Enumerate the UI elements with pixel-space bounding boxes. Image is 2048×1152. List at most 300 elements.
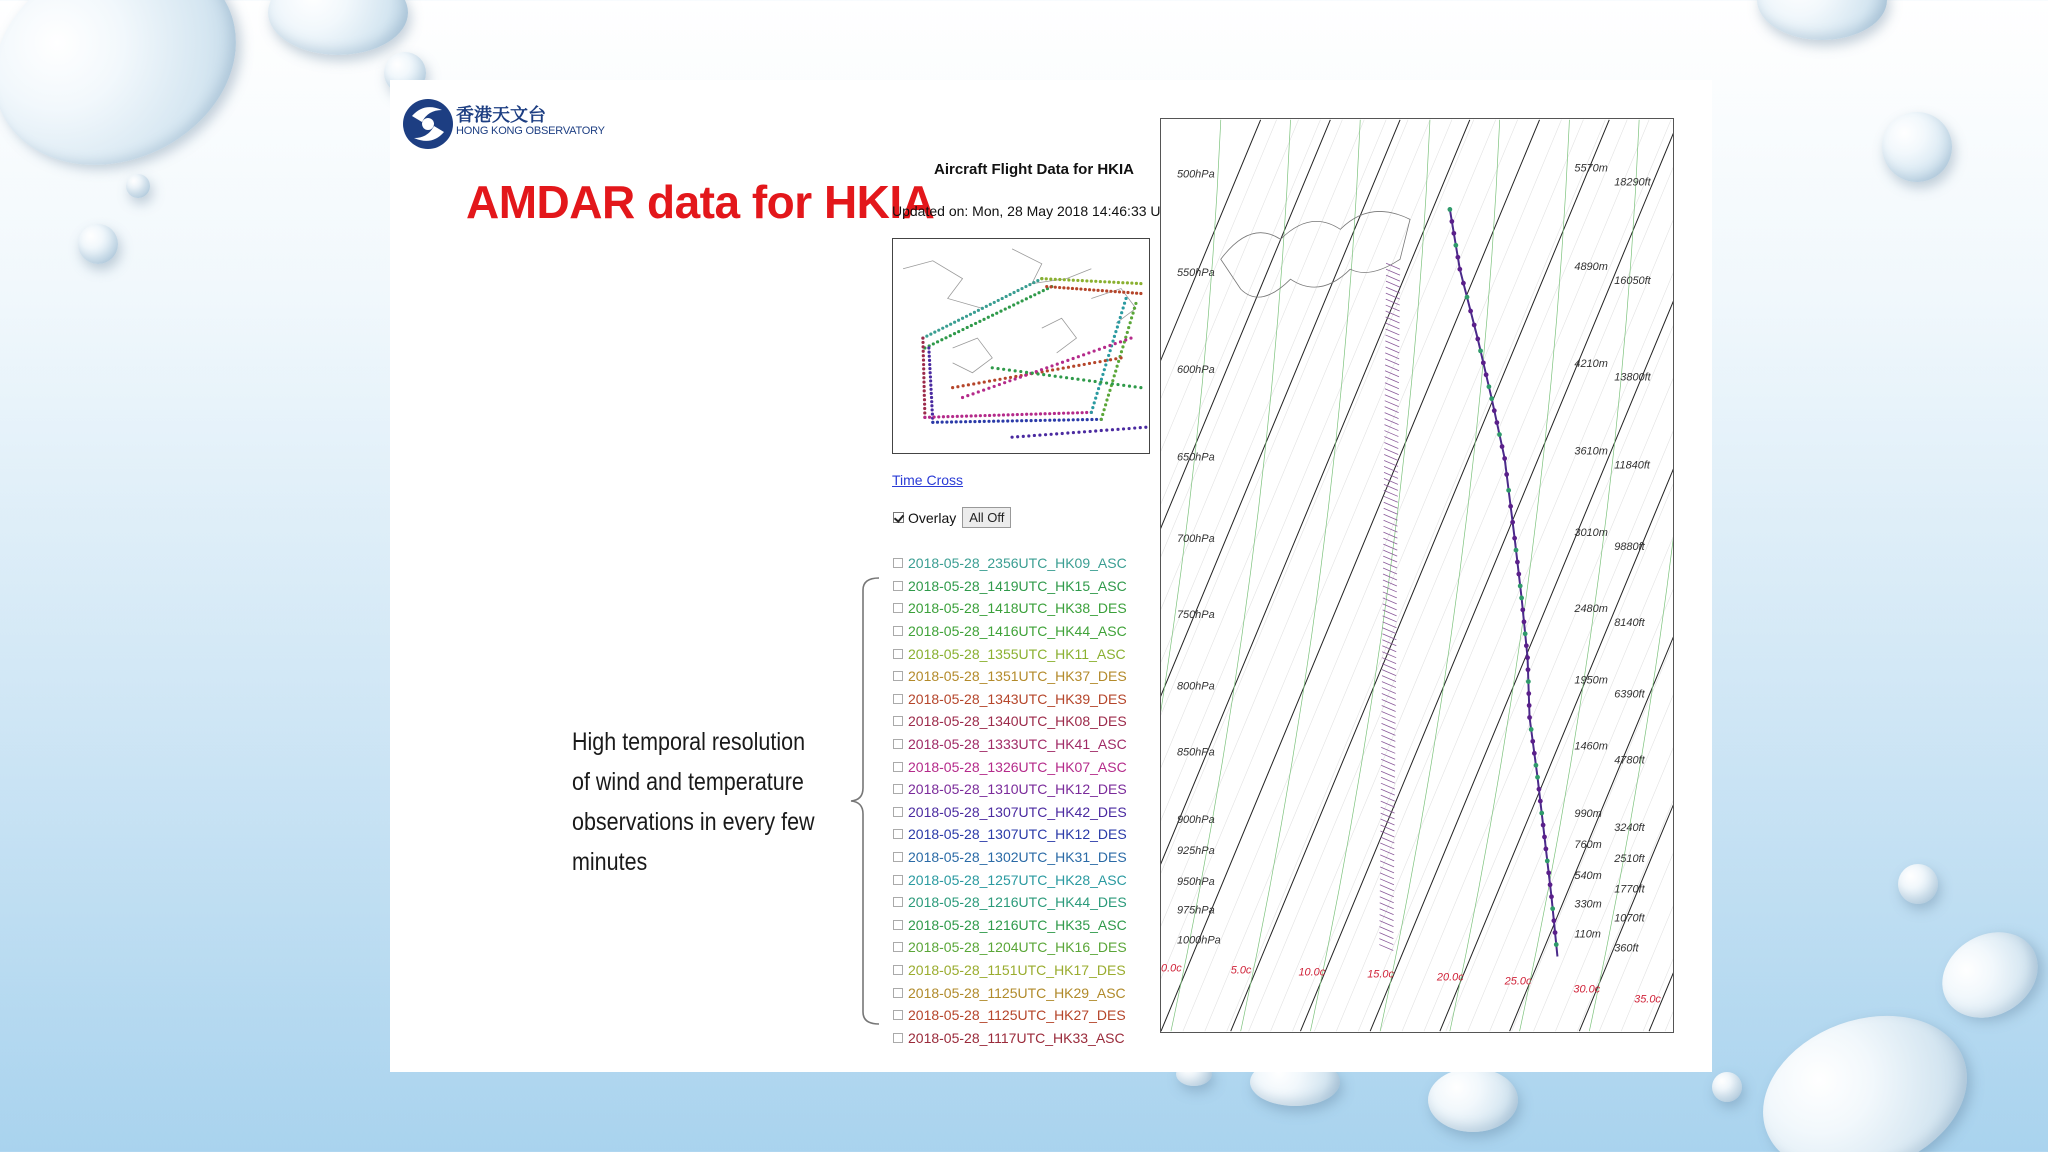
wind-barb <box>1385 329 1399 335</box>
sounding-point <box>1502 456 1507 461</box>
track-point <box>1117 360 1120 363</box>
track-point <box>959 420 962 423</box>
track-point <box>1049 285 1052 288</box>
sounding-point <box>1472 323 1477 328</box>
track-point <box>1025 371 1028 374</box>
wind-barb <box>1385 395 1399 401</box>
sounding-point <box>1554 942 1559 947</box>
track-point <box>1059 375 1062 378</box>
flight-label: 2018-05-28_1302UTC_HK31_DES <box>908 849 1127 866</box>
sounding-point <box>1497 432 1502 437</box>
track-point <box>1025 297 1028 300</box>
wind-barb <box>1379 939 1393 945</box>
track-point <box>1101 289 1104 292</box>
flight-item[interactable] <box>893 733 1127 756</box>
height-m-label: 4210m <box>1574 357 1608 370</box>
track-point <box>1016 413 1019 416</box>
pressure-label: 550hPa <box>1176 267 1215 280</box>
sounding-point <box>1539 811 1544 816</box>
track-point <box>982 318 985 321</box>
flight-checkbox[interactable] <box>893 807 903 817</box>
track-point <box>1042 289 1045 292</box>
track-point <box>969 313 972 316</box>
track-point <box>1100 418 1103 421</box>
height-m-label: 330m <box>1574 898 1602 911</box>
wind-barb <box>1386 281 1400 287</box>
track-point <box>937 415 940 418</box>
track-point <box>1010 436 1013 439</box>
track-point <box>978 420 981 423</box>
track-point <box>998 383 1001 386</box>
flight-checkbox[interactable] <box>893 626 903 636</box>
track-point <box>1089 430 1092 433</box>
track-point <box>1075 287 1078 290</box>
track-point <box>1062 286 1065 289</box>
track-point <box>1126 291 1129 294</box>
height-m-label: 540m <box>1574 869 1602 882</box>
track-point <box>1122 291 1125 294</box>
track-point <box>1088 288 1091 291</box>
wind-barb <box>1382 628 1396 634</box>
track-point <box>1067 411 1070 414</box>
flight-item[interactable] <box>893 710 1127 733</box>
track-point <box>1038 433 1041 436</box>
pressure-label: 500hPa <box>1176 168 1215 181</box>
track-point <box>1076 378 1079 381</box>
updated-timestamp: Updated on: Mon, 28 May 2018 14:46:33 UTC <box>892 203 1180 219</box>
flight-label: 2018-05-28_2356UTC_HK09_ASC <box>908 555 1127 572</box>
flight-label: 2018-05-28_1307UTC_HK42_DES <box>908 803 1127 820</box>
flight-checkbox[interactable] <box>893 603 903 613</box>
track-point <box>1134 385 1137 388</box>
track-point <box>1076 411 1079 414</box>
flight-checkbox[interactable] <box>893 1033 903 1043</box>
all-off-button[interactable]: All Off <box>962 507 1011 528</box>
wind-barb <box>1379 945 1393 951</box>
grid-line <box>1160 120 1364 1031</box>
sounding-point <box>1551 918 1556 923</box>
track-point <box>1111 382 1114 385</box>
wind-barb <box>1384 502 1398 508</box>
time-cross-link[interactable]: Time Cross <box>892 472 964 488</box>
track-point <box>1030 413 1033 416</box>
height-m-label: 4890m <box>1574 261 1608 274</box>
sounding-point <box>1494 420 1499 425</box>
flight-label: 2018-05-28_1343UTC_HK39_DES <box>908 690 1127 707</box>
wind-barb <box>1382 723 1396 729</box>
sounding-point <box>1508 504 1513 509</box>
track-point <box>955 420 958 423</box>
wind-barb <box>1385 425 1399 431</box>
flight-checkbox[interactable] <box>893 739 903 749</box>
grid-line <box>1160 120 1342 1031</box>
track-point <box>1044 433 1047 436</box>
track-point <box>995 312 998 315</box>
height-ft-label: 1070ft <box>1614 912 1645 925</box>
track-point <box>1072 365 1075 368</box>
sounding-point <box>1530 739 1535 744</box>
track-point <box>957 319 960 322</box>
track-point <box>1051 368 1054 371</box>
height-ft-label: 4780ft <box>1614 754 1645 767</box>
sounding-point <box>1527 715 1532 720</box>
track-point <box>1139 282 1142 285</box>
bracket-icon <box>845 576 881 1026</box>
track-point <box>1046 369 1049 372</box>
track-point <box>1107 354 1110 357</box>
sounding-point <box>1461 281 1466 286</box>
track-point <box>1072 418 1075 421</box>
flight-track-map[interactable] <box>892 238 1150 454</box>
coastline <box>1042 318 1077 353</box>
sounding-point <box>1510 520 1515 525</box>
track-point <box>1100 378 1103 381</box>
wind-barb <box>1386 275 1400 281</box>
track-point <box>922 354 925 357</box>
wind-barb <box>1384 508 1398 514</box>
isotherm-line <box>1510 120 1674 1031</box>
track-point <box>1127 326 1130 329</box>
track-point <box>928 355 931 358</box>
water-drop-decoration <box>78 224 118 264</box>
track-point <box>1082 353 1085 356</box>
sounding-point <box>1523 631 1528 636</box>
flight-item[interactable] <box>893 665 1127 688</box>
track-point <box>991 314 994 317</box>
flight-item[interactable] <box>893 1026 1127 1049</box>
wind-barb <box>1383 616 1397 622</box>
track-point <box>1037 291 1040 294</box>
isotherm-line <box>1231 120 1610 1031</box>
wind-barb <box>1384 490 1398 496</box>
track-point <box>1008 368 1011 371</box>
sounding-point <box>1553 930 1558 935</box>
track-point <box>1094 429 1097 432</box>
track-point <box>965 315 968 318</box>
sounding-point <box>1465 295 1470 300</box>
track-point <box>923 416 926 419</box>
track-point <box>1079 287 1082 290</box>
track-point <box>928 363 931 366</box>
sounding-point <box>1549 894 1554 899</box>
track-point <box>1116 383 1119 386</box>
track-point <box>1049 278 1052 281</box>
track-point <box>993 385 996 388</box>
flight-item[interactable] <box>893 642 1127 665</box>
flight-label: 2018-05-28_1418UTC_HK38_DES <box>908 600 1127 617</box>
flight-item[interactable] <box>893 552 1127 575</box>
flight-item[interactable] <box>893 959 1127 982</box>
track-point <box>977 309 980 312</box>
track-point <box>1062 367 1065 370</box>
track-point <box>999 310 1002 313</box>
track-point <box>1090 411 1093 414</box>
flight-checkbox[interactable] <box>893 942 903 952</box>
flight-item[interactable] <box>893 597 1127 620</box>
track-point <box>1009 293 1012 296</box>
track-point <box>923 398 926 401</box>
wind-barb <box>1382 676 1396 682</box>
wind-barb <box>1384 443 1398 449</box>
track-point <box>983 380 986 383</box>
flight-checkbox[interactable] <box>893 694 903 704</box>
track-point <box>970 324 973 327</box>
wind-barb <box>1384 448 1398 454</box>
wind-barb <box>1382 652 1396 658</box>
track-point <box>928 367 931 370</box>
track-point <box>1067 287 1070 290</box>
track-point <box>1076 279 1079 282</box>
track-point <box>1100 429 1103 432</box>
grid-line <box>1160 120 1320 1031</box>
track-point <box>1072 431 1075 434</box>
track-point <box>1016 289 1019 292</box>
track-point <box>1129 336 1132 339</box>
wind-barb <box>1380 915 1394 921</box>
temperature-label: 25.0c <box>1504 975 1532 988</box>
flight-checkbox[interactable] <box>893 829 903 839</box>
track-point <box>1144 426 1147 429</box>
track-point <box>929 333 932 336</box>
flight-item[interactable] <box>893 936 1127 959</box>
track-point <box>1124 338 1127 341</box>
track-point <box>1098 360 1101 363</box>
track-point <box>922 372 925 375</box>
flight-item[interactable] <box>893 801 1127 824</box>
flight-checkbox[interactable] <box>893 762 903 772</box>
track-point <box>1103 346 1106 349</box>
flight-checkbox[interactable] <box>893 581 903 591</box>
track-point <box>1072 357 1075 360</box>
flight-checkbox[interactable] <box>893 965 903 975</box>
track-point <box>1016 301 1019 304</box>
track-point <box>1077 364 1080 367</box>
track-point <box>1034 412 1037 415</box>
track-point <box>1083 363 1086 366</box>
sounding-point <box>1447 207 1452 212</box>
track-point <box>1090 418 1093 421</box>
sounding-point <box>1546 870 1551 875</box>
wind-barb <box>1384 514 1398 520</box>
track-point <box>1019 370 1022 373</box>
track-point <box>932 342 935 345</box>
track-point <box>1011 419 1014 422</box>
track-point <box>1123 302 1126 305</box>
track-point <box>946 415 949 418</box>
water-drop-decoration <box>1428 1068 1518 1132</box>
wind-barb <box>1385 371 1399 377</box>
flight-checkbox[interactable] <box>893 852 903 862</box>
track-point <box>1066 359 1069 362</box>
track-point <box>1081 411 1084 414</box>
flight-checkbox[interactable] <box>893 558 903 568</box>
height-m-label: 760m <box>1574 838 1602 851</box>
track-point <box>972 382 975 385</box>
flight-checkbox[interactable] <box>893 649 903 659</box>
flight-item[interactable] <box>893 1004 1127 1027</box>
track-point <box>1015 419 1018 422</box>
sounding-point <box>1455 255 1460 260</box>
track-point <box>1061 432 1064 435</box>
track-point <box>941 421 944 424</box>
water-drop-decoration <box>268 0 408 55</box>
track-point <box>967 383 970 386</box>
track-point <box>1099 381 1102 384</box>
skewt-coastline <box>1221 211 1410 297</box>
flight-checkbox[interactable] <box>893 897 903 907</box>
track-point <box>928 416 931 419</box>
track-point <box>950 420 953 423</box>
temperature-label: 5.0c <box>1230 964 1252 977</box>
wind-barb <box>1379 933 1393 939</box>
overlay-checkbox[interactable] <box>893 512 904 523</box>
track-point <box>1124 336 1127 339</box>
pressure-label: 925hPa <box>1176 844 1215 857</box>
wind-barb <box>1385 407 1399 413</box>
flight-item[interactable] <box>893 981 1127 1004</box>
track-point <box>1009 376 1012 379</box>
wind-barb <box>1384 437 1398 443</box>
track-point <box>1101 373 1104 376</box>
track-point <box>1109 349 1112 352</box>
track-point <box>1119 340 1122 343</box>
track-point <box>1020 413 1023 416</box>
track-point <box>929 379 932 382</box>
track-point <box>1103 368 1106 371</box>
flight-item[interactable] <box>893 914 1127 937</box>
sounding-point <box>1512 536 1517 541</box>
wind-barb <box>1385 413 1399 419</box>
track-point <box>1007 413 1010 416</box>
flight-checkbox[interactable] <box>893 671 903 681</box>
track-point <box>1114 342 1117 345</box>
track-point <box>1117 281 1120 284</box>
hko-logo-icon <box>402 96 462 152</box>
wind-barb <box>1380 885 1394 891</box>
flight-item[interactable] <box>893 620 1127 643</box>
temperature-profile <box>1447 207 1558 956</box>
track-point <box>1008 305 1011 308</box>
flight-item[interactable] <box>893 778 1127 801</box>
grid-line <box>1534 120 1674 1031</box>
track-point <box>1114 330 1117 333</box>
wind-barb <box>1384 496 1398 502</box>
flight-checkbox[interactable] <box>893 784 903 794</box>
track-point <box>1081 418 1084 421</box>
track-point <box>1109 358 1112 361</box>
track-point <box>983 414 986 417</box>
height-m-label: 2480m <box>1574 602 1608 615</box>
track-point <box>987 420 990 423</box>
flight-item[interactable] <box>893 868 1127 891</box>
track-point <box>1096 289 1099 292</box>
wind-barb <box>1385 389 1399 395</box>
track-point <box>957 330 960 333</box>
track-point <box>988 414 991 417</box>
track-point <box>923 385 926 388</box>
grid-line <box>1665 120 1674 1031</box>
wind-barb <box>1382 705 1396 711</box>
track-point <box>1133 426 1136 429</box>
track-point <box>1055 432 1058 435</box>
water-drop-decoration <box>1927 915 2048 1034</box>
wind-barb <box>1383 550 1397 556</box>
track-point <box>1126 331 1129 334</box>
flight-item[interactable] <box>893 755 1127 778</box>
temperature-label: 20.0c <box>1436 971 1464 984</box>
track-point <box>1004 377 1007 380</box>
flight-checkbox[interactable] <box>893 1010 903 1020</box>
sounding-point <box>1475 337 1480 342</box>
track-point <box>930 392 933 395</box>
flight-item[interactable] <box>893 891 1127 914</box>
flight-label: 2018-05-28_1326UTC_HK07_ASC <box>908 758 1127 775</box>
track-point <box>1088 379 1091 382</box>
track-point <box>1114 369 1117 372</box>
flight-checkbox[interactable] <box>893 875 903 885</box>
flight-item[interactable] <box>893 823 1127 846</box>
sounding-point <box>1506 488 1511 493</box>
track-point <box>1093 349 1096 352</box>
wind-barb <box>1380 837 1394 843</box>
flight-label: 2018-05-28_1257UTC_HK28_ASC <box>908 871 1127 888</box>
track-point <box>1053 412 1056 415</box>
sounding-point <box>1535 775 1540 780</box>
flight-checkbox[interactable] <box>893 920 903 930</box>
track-point <box>1082 378 1085 381</box>
track-point <box>1033 434 1036 437</box>
wind-barbs <box>1379 263 1400 950</box>
track-point <box>1085 411 1088 414</box>
track-point <box>1034 419 1037 422</box>
height-ft-label: 6390ft <box>1614 688 1645 701</box>
flight-item[interactable] <box>893 688 1127 711</box>
pressure-label: 700hPa <box>1176 533 1215 546</box>
track-point <box>1001 297 1004 300</box>
coastline-layer <box>903 249 1136 373</box>
track-point <box>1139 386 1142 389</box>
track-point <box>1133 307 1136 310</box>
track-point <box>1128 427 1131 430</box>
track-point <box>1104 403 1107 406</box>
track-point <box>1105 381 1108 384</box>
water-drop-decoration <box>126 174 150 198</box>
track-point <box>1113 335 1116 338</box>
wind-barb <box>1382 688 1396 694</box>
track-point <box>1103 408 1106 411</box>
flight-label: 2018-05-28_1340UTC_HK08_DES <box>908 713 1127 730</box>
flight-item[interactable] <box>893 575 1127 598</box>
wind-barb <box>1381 813 1395 819</box>
height-m-label: 1460m <box>1574 740 1608 753</box>
track-point <box>930 396 933 399</box>
flight-item[interactable] <box>893 846 1127 869</box>
track-point <box>988 379 991 382</box>
temperature-label: 0.0c <box>1161 962 1182 975</box>
flight-checkbox[interactable] <box>893 716 903 726</box>
wind-barb <box>1381 753 1395 759</box>
track-point <box>951 415 954 418</box>
track-point <box>997 420 1000 423</box>
track-point <box>922 376 925 379</box>
wind-barb <box>1382 717 1396 723</box>
track-point <box>1092 288 1095 291</box>
flight-label: 2018-05-28_1216UTC_HK44_DES <box>908 894 1127 911</box>
track-point <box>1039 419 1042 422</box>
track-point <box>998 378 1001 381</box>
track-point <box>1131 312 1134 315</box>
flight-checkbox[interactable] <box>893 988 903 998</box>
